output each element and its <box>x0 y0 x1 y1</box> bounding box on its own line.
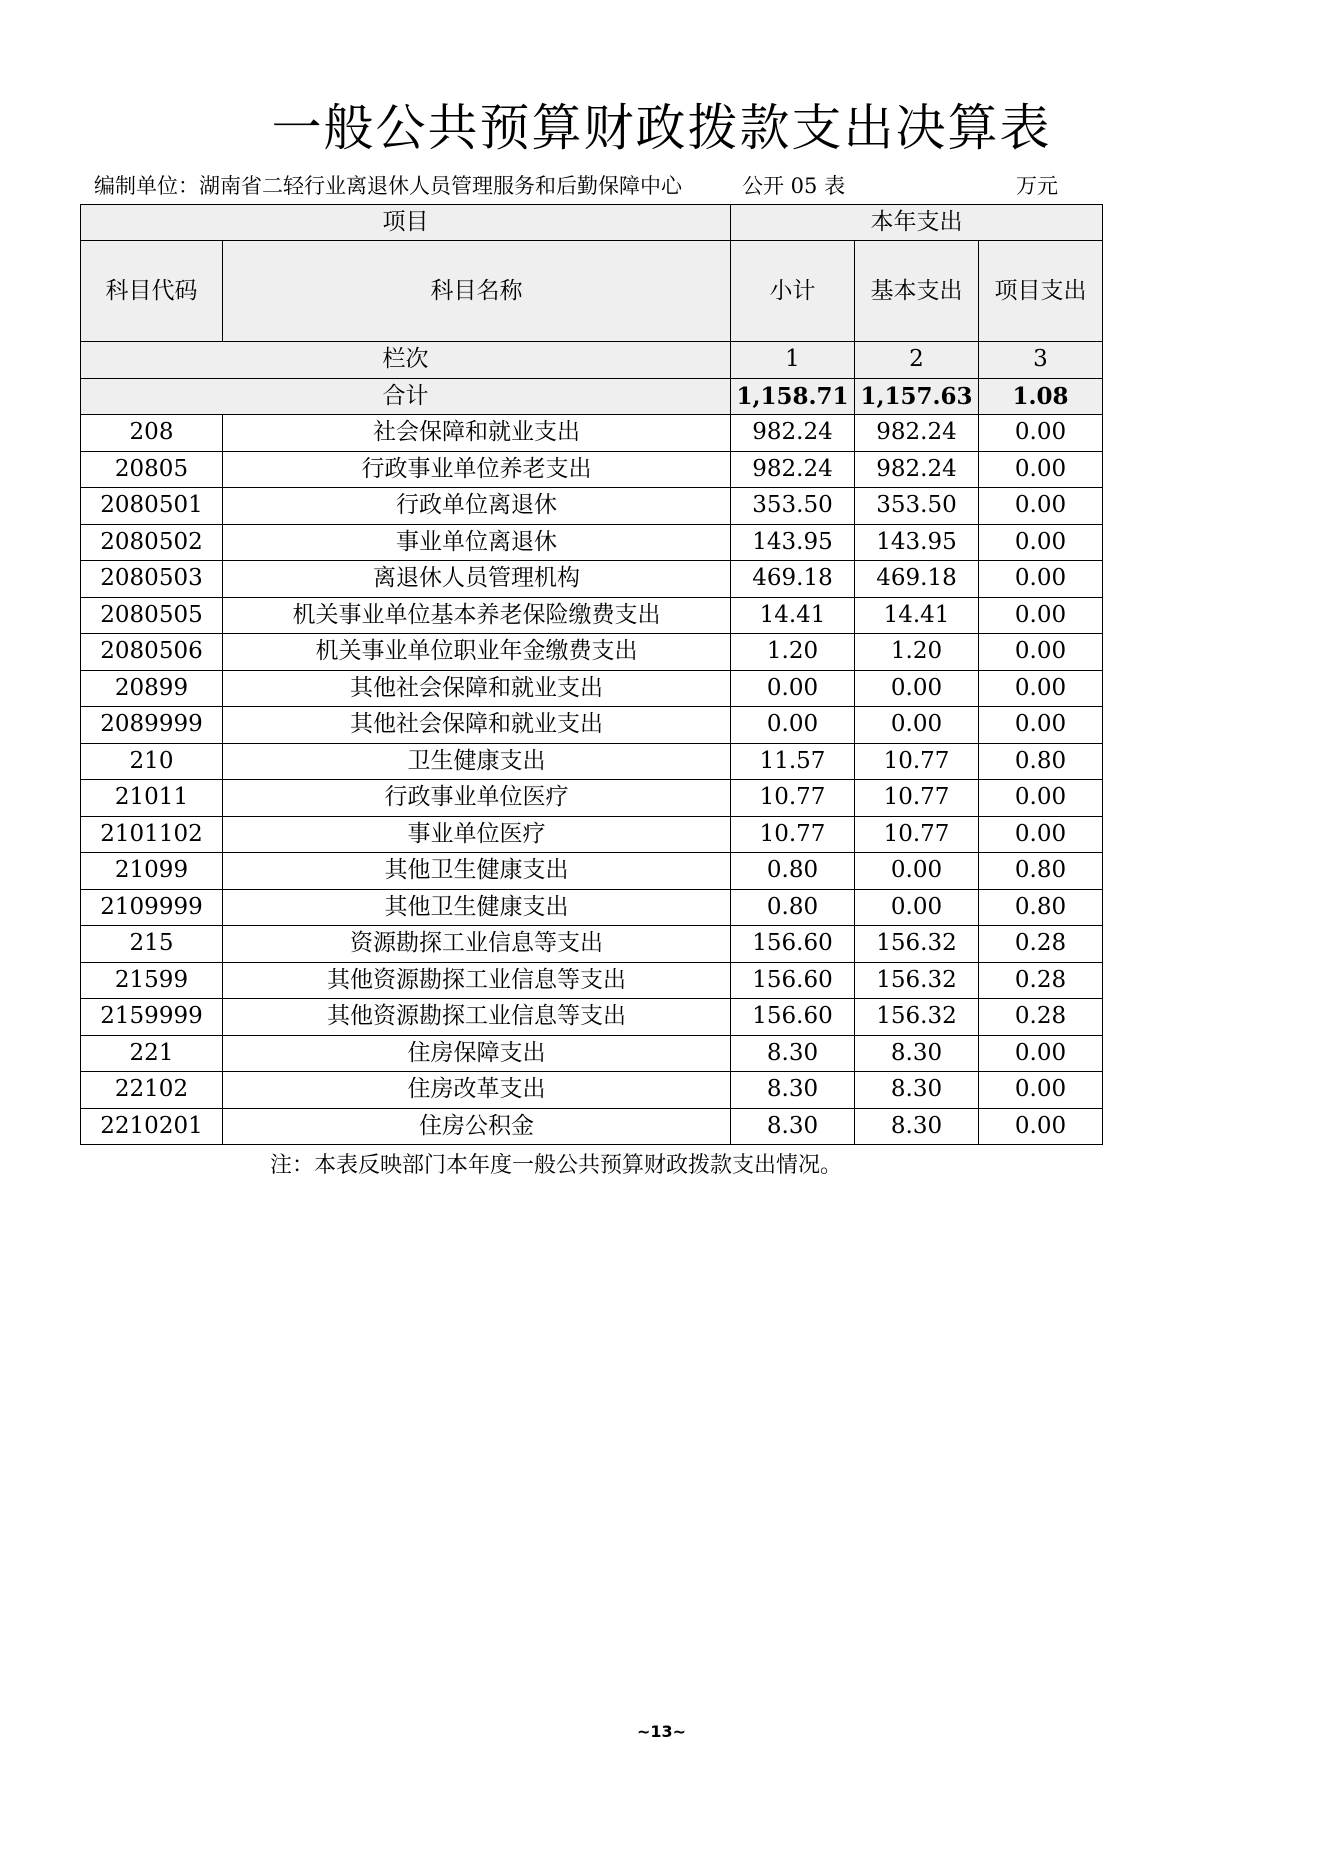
basic-expense-cell: 156.32 <box>855 999 979 1036</box>
subtotal-cell: 156.60 <box>731 962 855 999</box>
project-expense-cell: 0.00 <box>979 1108 1103 1145</box>
subtotal-cell: 982.24 <box>731 415 855 452</box>
subject-name-cell: 机关事业单位职业年金缴费支出 <box>223 634 731 671</box>
page-title: 一般公共预算财政拨款支出决算表 <box>271 99 1052 157</box>
project-expense-cell: 0.28 <box>979 962 1103 999</box>
subject-name-cell: 其他资源勘探工业信息等支出 <box>223 999 731 1036</box>
table-row <box>81 1072 1103 1109</box>
subtotal-cell: 8.30 <box>731 1072 855 1109</box>
header-row-columns <box>81 241 1103 342</box>
subtotal-cell: 353.50 <box>731 488 855 525</box>
subject-code-cell: 2080503 <box>81 561 223 598</box>
column-order-2: 2 <box>855 342 979 379</box>
subject-code-cell: 2159999 <box>81 999 223 1036</box>
basic-expense-cell: 1.20 <box>855 634 979 671</box>
project-expense-cell: 0.00 <box>979 1035 1103 1072</box>
header-expense: 本年支出 <box>731 205 1103 241</box>
basic-expense-cell: 469.18 <box>855 561 979 598</box>
subtotal-cell: 156.60 <box>731 999 855 1036</box>
subject-code-cell: 2080505 <box>81 597 223 634</box>
subtotal-cell: 0.00 <box>731 670 855 707</box>
table-note: 注：本表反映部门本年度一般公共预算财政拨款支出情况。 <box>270 1153 843 1178</box>
total-row <box>81 378 1103 415</box>
subject-name-cell: 行政事业单位医疗 <box>223 780 731 817</box>
subtotal-cell: 469.18 <box>731 561 855 598</box>
project-expense-cell: 0.28 <box>979 926 1103 963</box>
subject-code-cell: 221 <box>81 1035 223 1072</box>
subject-name-cell: 其他资源勘探工业信息等支出 <box>223 962 731 999</box>
subject-name-cell: 其他卫生健康支出 <box>223 853 731 890</box>
subject-code-cell: 2080506 <box>81 634 223 671</box>
project-expense-cell: 0.00 <box>979 561 1103 598</box>
subject-name-cell: 资源勘探工业信息等支出 <box>223 926 731 963</box>
compiling-unit: 编制单位：湖南省二轻行业离退休人员管理服务和后勤保障中心 <box>94 174 682 198</box>
subject-code-cell: 21599 <box>81 962 223 999</box>
table-row <box>81 926 1103 963</box>
header-project: 项目支出 <box>979 241 1103 342</box>
subtotal-cell: 8.30 <box>731 1035 855 1072</box>
basic-expense-cell: 982.24 <box>855 415 979 452</box>
subject-name-cell: 卫生健康支出 <box>223 743 731 780</box>
basic-expense-cell: 982.24 <box>855 451 979 488</box>
table-row <box>81 962 1103 999</box>
subject-name-cell: 行政事业单位养老支出 <box>223 451 731 488</box>
basic-expense-cell: 156.32 <box>855 962 979 999</box>
subject-name-cell: 住房改革支出 <box>223 1072 731 1109</box>
subject-code-cell: 215 <box>81 926 223 963</box>
table-row <box>81 999 1103 1036</box>
subject-name-cell: 其他社会保障和就业支出 <box>223 670 731 707</box>
table-row <box>81 889 1103 926</box>
total-label: 合计 <box>81 378 731 415</box>
project-expense-cell: 0.00 <box>979 415 1103 452</box>
table-row <box>81 451 1103 488</box>
subject-code-cell: 2080502 <box>81 524 223 561</box>
basic-expense-cell: 156.32 <box>855 926 979 963</box>
subject-name-cell: 机关事业单位基本养老保险缴费支出 <box>223 597 731 634</box>
subtotal-cell: 156.60 <box>731 926 855 963</box>
header-item: 项目 <box>81 205 731 241</box>
basic-expense-cell: 353.50 <box>855 488 979 525</box>
basic-expense-cell: 0.00 <box>855 889 979 926</box>
table-row <box>81 524 1103 561</box>
project-expense-cell: 0.00 <box>979 597 1103 634</box>
project-expense-cell: 0.00 <box>979 816 1103 853</box>
table-row <box>81 597 1103 634</box>
expenditure-table <box>80 204 1103 1145</box>
project-expense-cell: 0.00 <box>979 780 1103 817</box>
project-expense-cell: 0.00 <box>979 524 1103 561</box>
basic-expense-cell: 8.30 <box>855 1072 979 1109</box>
subject-name-cell: 其他社会保障和就业支出 <box>223 707 731 744</box>
basic-expense-cell: 10.77 <box>855 780 979 817</box>
subject-name-cell: 住房保障支出 <box>223 1035 731 1072</box>
table-row <box>81 561 1103 598</box>
subject-code-cell: 2210201 <box>81 1108 223 1145</box>
basic-expense-cell: 8.30 <box>855 1108 979 1145</box>
table-code: 公开 05 表 <box>742 174 846 198</box>
project-expense-cell: 0.00 <box>979 451 1103 488</box>
table-row <box>81 780 1103 817</box>
project-expense-cell: 0.00 <box>979 488 1103 525</box>
subtotal-cell: 10.77 <box>731 816 855 853</box>
subject-code-cell: 2101102 <box>81 816 223 853</box>
subtotal-cell: 11.57 <box>731 743 855 780</box>
subject-name-cell: 社会保障和就业支出 <box>223 415 731 452</box>
subject-name-cell: 行政单位离退休 <box>223 488 731 525</box>
basic-expense-cell: 8.30 <box>855 1035 979 1072</box>
subtotal-cell: 0.80 <box>731 889 855 926</box>
subject-code-cell: 21099 <box>81 853 223 890</box>
table-row <box>81 1035 1103 1072</box>
project-expense-cell: 0.28 <box>979 999 1103 1036</box>
project-expense-cell: 0.80 <box>979 889 1103 926</box>
basic-expense-cell: 10.77 <box>855 743 979 780</box>
subject-code-cell: 2089999 <box>81 707 223 744</box>
basic-expense-cell: 0.00 <box>855 707 979 744</box>
table-row <box>81 670 1103 707</box>
subject-code-cell: 208 <box>81 415 223 452</box>
header-subject-name: 科目名称 <box>223 241 731 342</box>
column-order-row <box>81 342 1103 379</box>
total-basic: 1,157.63 <box>855 378 979 415</box>
header-subtotal: 小计 <box>731 241 855 342</box>
table-row <box>81 853 1103 890</box>
subject-code-cell: 20899 <box>81 670 223 707</box>
header-row-top <box>81 205 1103 241</box>
subject-name-cell: 离退休人员管理机构 <box>223 561 731 598</box>
table-row <box>81 816 1103 853</box>
subtotal-cell: 0.80 <box>731 853 855 890</box>
page-number: ~13~ <box>636 1722 687 1741</box>
project-expense-cell: 0.00 <box>979 707 1103 744</box>
basic-expense-cell: 143.95 <box>855 524 979 561</box>
subject-name-cell: 事业单位离退休 <box>223 524 731 561</box>
project-expense-cell: 0.00 <box>979 634 1103 671</box>
basic-expense-cell: 0.00 <box>855 670 979 707</box>
subject-name-cell: 事业单位医疗 <box>223 816 731 853</box>
total-project: 1.08 <box>979 378 1103 415</box>
subtotal-cell: 982.24 <box>731 451 855 488</box>
table-row <box>81 488 1103 525</box>
subtotal-cell: 14.41 <box>731 597 855 634</box>
basic-expense-cell: 10.77 <box>855 816 979 853</box>
table-row <box>81 634 1103 671</box>
project-expense-cell: 0.80 <box>979 853 1103 890</box>
project-expense-cell: 0.00 <box>979 670 1103 707</box>
table-row <box>81 743 1103 780</box>
table-row <box>81 1108 1103 1145</box>
table-row <box>81 415 1103 452</box>
project-expense-cell: 0.00 <box>979 1072 1103 1109</box>
column-order-3: 3 <box>979 342 1103 379</box>
total-subtotal: 1,158.71 <box>731 378 855 415</box>
subtotal-cell: 10.77 <box>731 780 855 817</box>
subject-code-cell: 2080501 <box>81 488 223 525</box>
subtotal-cell: 1.20 <box>731 634 855 671</box>
currency-unit: 万元 <box>1016 174 1058 198</box>
basic-expense-cell: 14.41 <box>855 597 979 634</box>
column-order-label: 栏次 <box>81 342 731 379</box>
subject-code-cell: 210 <box>81 743 223 780</box>
subtotal-cell: 8.30 <box>731 1108 855 1145</box>
basic-expense-cell: 0.00 <box>855 853 979 890</box>
subject-code-cell: 2109999 <box>81 889 223 926</box>
subtotal-cell: 143.95 <box>731 524 855 561</box>
table-row <box>81 707 1103 744</box>
subtotal-cell: 0.00 <box>731 707 855 744</box>
subject-code-cell: 22102 <box>81 1072 223 1109</box>
subject-code-cell: 20805 <box>81 451 223 488</box>
header-subject-code: 科目代码 <box>81 241 223 342</box>
subject-name-cell: 其他卫生健康支出 <box>223 889 731 926</box>
subject-name-cell: 住房公积金 <box>223 1108 731 1145</box>
project-expense-cell: 0.80 <box>979 743 1103 780</box>
subject-code-cell: 21011 <box>81 780 223 817</box>
header-basic: 基本支出 <box>855 241 979 342</box>
column-order-1: 1 <box>731 342 855 379</box>
